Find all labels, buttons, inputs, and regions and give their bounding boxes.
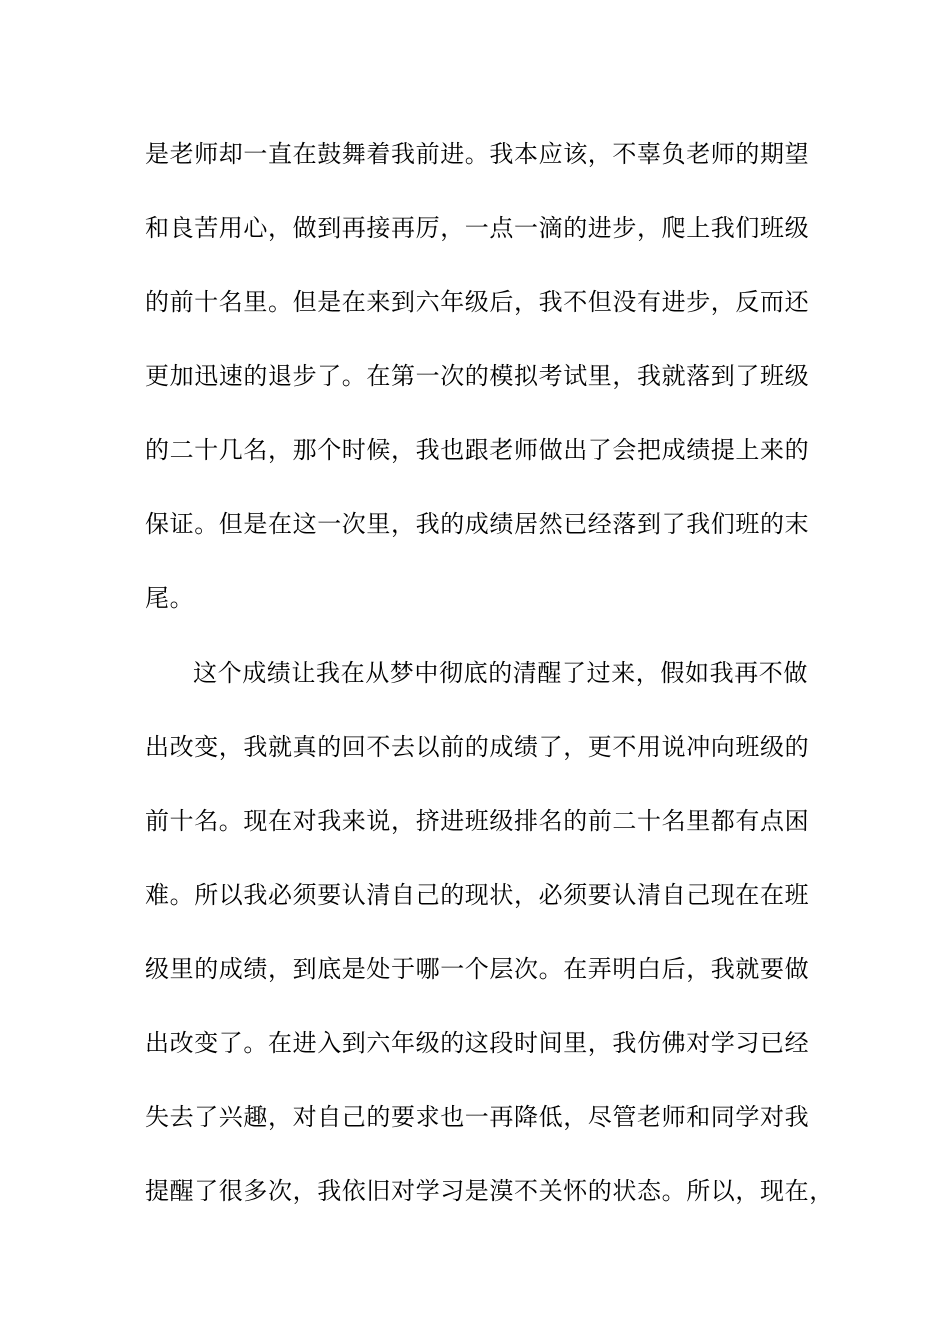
text-line: 前十名。现在对我来说，挤进班级排名的前二十名里都有点困 <box>145 807 810 835</box>
paragraph-first-line: 这个成绩让我在从梦中彻底的清醒了过来，假如我再不做 <box>193 659 808 687</box>
text-line: 尾。 <box>145 584 195 612</box>
text-line: 是老师却一直在鼓舞着我前进。我本应该，不辜负老师的期望 <box>145 140 810 168</box>
text-line: 出改变，我就真的回不去以前的成绩了，更不用说冲向班级的 <box>145 733 810 761</box>
text-line: 的二十几名，那个时候，我也跟老师做出了会把成绩提上来的 <box>145 436 810 464</box>
text-line: 更加迅速的退步了。在第一次的模拟考试里，我就落到了班级 <box>145 362 810 390</box>
text-line: 提醒了很多次，我依旧对学习是漠不关怀的状态。所以，现在， <box>145 1177 834 1205</box>
text-line: 难。所以我必须要认清自己的现状，必须要认清自己现在在班 <box>145 881 810 909</box>
text-line: 级里的成绩，到底是处于哪一个层次。在弄明白后，我就要做 <box>145 955 810 983</box>
text-line: 失去了兴趣，对自己的要求也一再降低，尽管老师和同学对我 <box>145 1103 810 1131</box>
text-line: 和良苦用心，做到再接再厉，一点一滴的进步，爬上我们班级 <box>145 214 810 242</box>
text-line: 保证。但是在这一次里，我的成绩居然已经落到了我们班的末 <box>145 510 810 538</box>
text-line: 出改变了。在进入到六年级的这段时间里，我仿佛对学习已经 <box>145 1029 810 1057</box>
text-line: 的前十名里。但是在来到六年级后，我不但没有进步，反而还 <box>145 288 810 316</box>
